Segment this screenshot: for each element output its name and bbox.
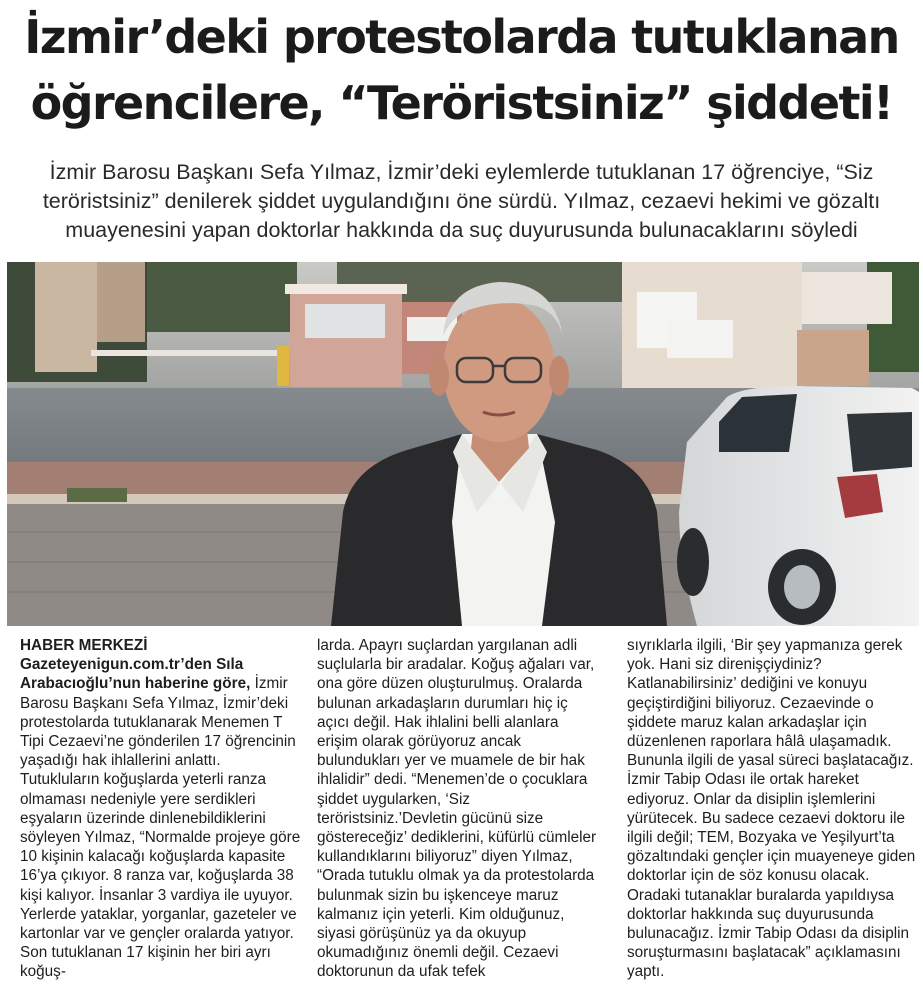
- article-deck: [0, 158, 923, 245]
- article-column-1: [20, 636, 301, 1000]
- column-1-body: [20, 655, 301, 981]
- article-photo: [7, 262, 919, 626]
- headline: [0, 4, 923, 136]
- article-column-3: [627, 636, 919, 1000]
- headline-line-2: öğrencilere, “Teröristsiniz” şiddeti!: [30, 76, 893, 130]
- deck-line-1: İzmir Barosu Başkanı Sefa Yılmaz, İzmir’deki eylemlerde tutuklanan 17 öğrenciye, “Siz: [49, 160, 874, 184]
- column-2-text: larda. Apayrı suçlardan yargılanan adli suçlularla bir aradalar. Koğuş ağaları var, ona göre düzen oluşturulmuş. Oralarda bulunan arkadaşların durumları hiç iç açıcı değil. Hak ihlalini belli alanlara erişim olarak görüyoruz ancak bulundukları yer ve muamele de bir hak ihlalidir” dedi. “Menemen’de o çocuklara şiddet uygularken, ‘Siz teröristsiniz.’Devletin gücünü size göstereceğiz’ dediklerini, küfürlü cümleler kullandıklarını biliyoruz” diyen Yılmaz, “Orada tutuklu olmak ya da protestolarda bulunmak sizin bu işkenceye maruz kalmanız için yeterli. Kim olduğunuz, siyasi görüşünüz ya da okuyup okumadığınız önemli değil. Cezaevi doktorunun da ufak tefek: [317, 637, 597, 981]
- column-1-text: İzmir Barosu Başkanı Sefa Yılmaz, İzmir’deki protestolarda tutuklanarak Menemen T Tipi Cezaevi’ne gönderilen 17 öğrencinin yaşadığı hak ihlallerini anlattı. Tutukluların koğuşlarda yeterli ranza olmaması nedeniyle yere serdikleri eşyaların üzerinde dinlenebildiklerini söyleyen Yılmaz, “Normalde projeye göre 10 kişinin kalacağı koğuşlarda kapasite 16’ya çıkıyor. 8 ranza var, koğuşlarda 38 kişi kalıyor. İnsanlar 3 vardiya ile uyuyor. Yerlerde yataklar, yorganlar, gazeteler ve kartonlar var ve gençler oralarda yatıyor. Son tutuklanan 17 kişinin her biri ayrı koğuş-: [20, 675, 301, 981]
- column-3-text: sıyrıklarla ilgili, ‘Bir şey yapmanıza gerek yok. Hani siz direnişçiydiniz? Katlanabilirsiniz’ dediğini ve konuyu geçiştirdiğini biliyoruz. Cezaevinde o şiddete maruz kalan arkadaşlar için düzenlenen raporlara hâlâ ulaşamadık. Bununla ilgili de yasal süreci başlatacağız. İzmir Tabip Odası ile ortak hareket ediyoruz. Onlar da disiplin işlemlerini yürütecek. Bu sadece cezaevi doktoru ile ilgili değil; TEM, Bozyaka ve Yeşilyurt’ta gözaltındaki gençler için muayeneye giden doktorlar için de söz konusu olacak. Oradaki tutanaklar buralarda yapıldıysa doktorlar hakkında suç duyurusunda bulunacağız. İzmir Tabip Odası da disiplin soruşturmasını başlatacak” açıklamasını yaptı.: [627, 637, 916, 981]
- article-column-2: [317, 636, 601, 1000]
- photo-illustration: [7, 262, 919, 626]
- source-credit: Gazeteyenigun.com.tr’den Sıla Arabacıoğlu’nun haberine göre,: [20, 656, 251, 693]
- deck-line-2: teröristsiniz” denilerek şiddet uygulandığını öne sürdü. Yılmaz, cezaevi hekimi ve gözaltı: [42, 189, 881, 213]
- headline-line-1: İzmir’deki protestolarda tutuklanan: [24, 10, 899, 64]
- deck-line-3: muayenesini yapan doktorlar hakkında da suç duyurusunda bulunacaklarını söyledi: [65, 218, 858, 242]
- byline: HABER MERKEZİ: [20, 637, 148, 654]
